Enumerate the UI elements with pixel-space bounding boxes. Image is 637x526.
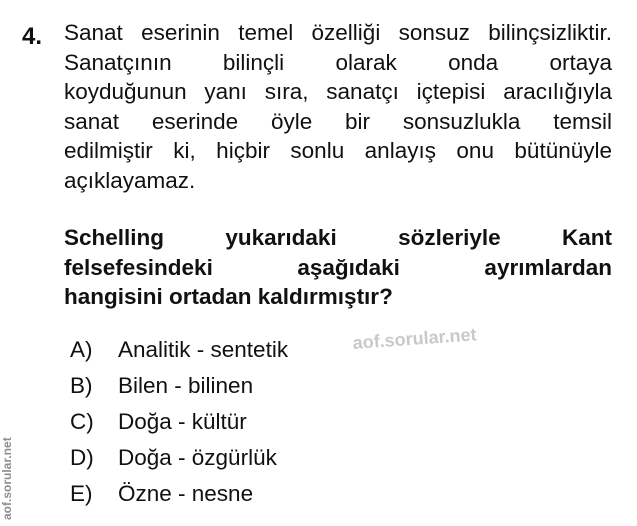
option-letter: A) xyxy=(70,337,93,362)
stem-line: Sanatçının bilinçli olarak onda ortaya xyxy=(64,49,612,75)
option-e[interactable] xyxy=(70,476,288,512)
option-text: Bilen - bilinen xyxy=(118,373,254,398)
stem-line: Sanat eserinin temel özelliği sonsuz bilinçsizliktir. xyxy=(64,20,612,45)
option-b[interactable] xyxy=(70,368,288,404)
option-text: Doğa - özgürlük xyxy=(118,445,277,470)
stem-line: edilmiştir ki, hiçbir sonlu anlayış onu bütünüyle xyxy=(64,138,612,163)
option-letter: E) xyxy=(70,481,93,506)
option-c[interactable] xyxy=(70,404,288,440)
question-prompt xyxy=(64,223,612,312)
watermark: aof.sorular.net xyxy=(352,324,478,353)
stem-line: sanat eserinde öyle bir sonsuzlukla temsil xyxy=(64,108,612,134)
question-line: hangisini ortadan kaldırmıştır? xyxy=(64,284,393,309)
stem-line: açıklayamaz. xyxy=(64,167,196,193)
option-text: Özne - nesne xyxy=(118,481,254,506)
question-stem xyxy=(64,18,612,195)
option-letter: B) xyxy=(70,373,93,398)
stem-line: koyduğunun yanı sıra, sanatçı içtepisi aracılığıyla xyxy=(64,79,612,104)
option-letter: D) xyxy=(70,445,94,470)
option-d[interactable] xyxy=(70,440,288,476)
question-line: Schelling yukarıdaki sözleriyle Kant xyxy=(64,225,612,250)
option-text: Doğa - kültür xyxy=(118,409,247,434)
option-text: Analitik - sentetik xyxy=(118,337,289,362)
question-number: 4. xyxy=(22,23,43,50)
side-watermark: aof.sorular.net xyxy=(0,437,14,520)
answer-options xyxy=(70,332,288,512)
option-a[interactable] xyxy=(70,332,288,368)
question-line: felsefesindeki aşağıdaki ayrımlardan xyxy=(64,254,612,280)
option-letter: C) xyxy=(70,409,94,434)
